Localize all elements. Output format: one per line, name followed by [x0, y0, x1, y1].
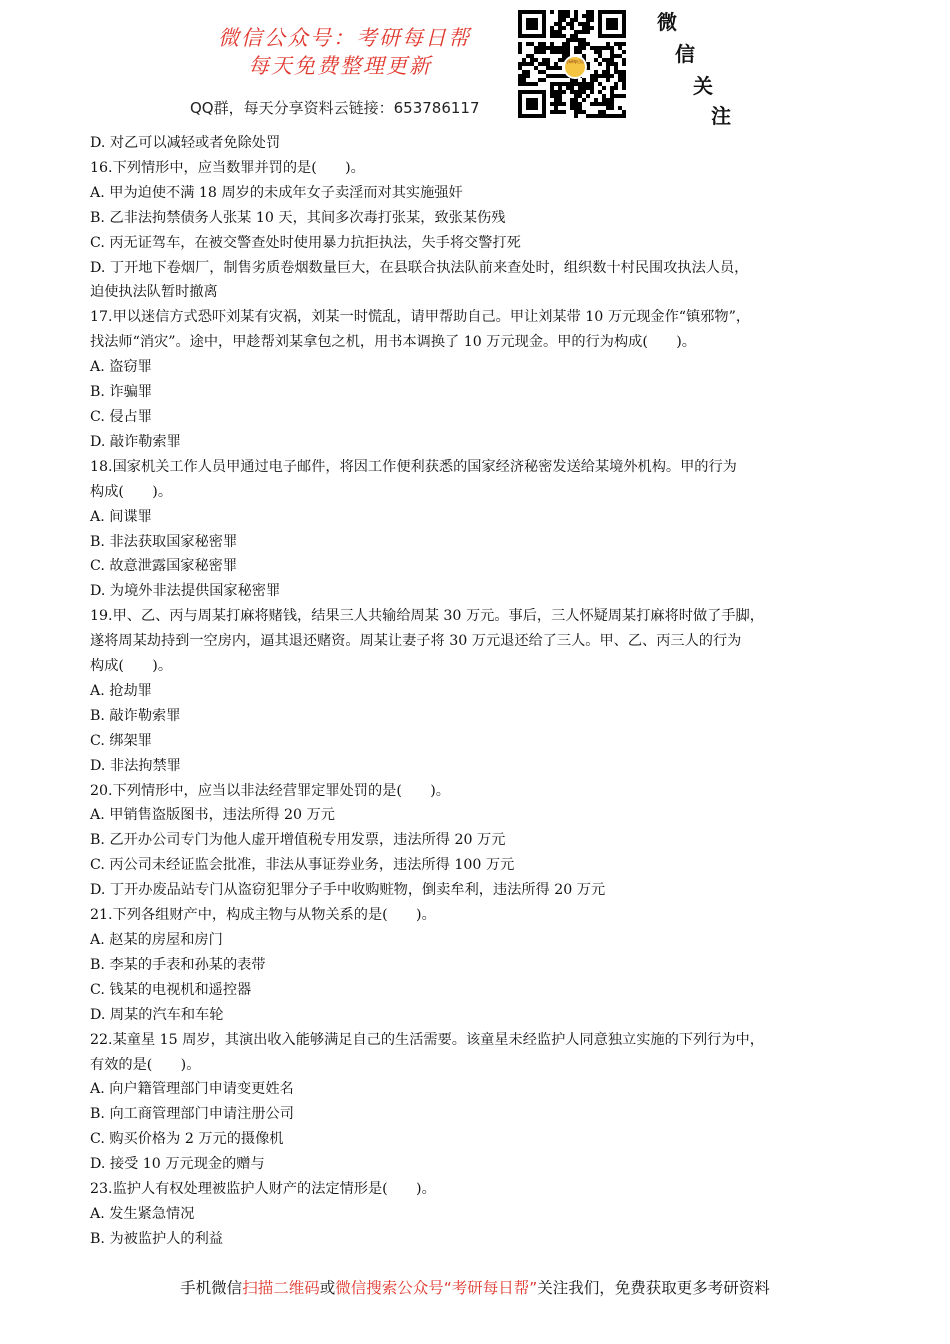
text-line: A. 甲为迫使不满 18 周岁的未成年女子卖淫而对其实施强奸	[90, 184, 463, 201]
text-line: 找法师“消灾”。途中，甲趁帮刘某拿包之机，用书本调换了 10 万元现金。甲的行为构成( )。	[90, 334, 696, 351]
text-line: 遂将周某劫持到一空房内，逼其退还赌资。周某让妻子将 30 万元退还给了三人。甲、乙、丙三人的行为	[90, 633, 742, 650]
text-line: 19.甲、乙、丙与周某打麻将赌钱，结果三人共输给周某 30 万元。事后，三人怀疑周某打麻将时做了手脚，	[90, 608, 764, 625]
text-line: 17.甲以迷信方式恐吓刘某有灾祸，刘某一时慌乱，请甲帮助自己。甲让刘某带 10 万元现金作“镇邪物”，	[90, 309, 751, 326]
vertical-char-1: 微	[657, 10, 677, 34]
vertical-char-2: 信	[675, 42, 695, 66]
text-line: B. 非法获取国家秘密罪	[90, 533, 238, 550]
text-line: A. 盗窃罪	[90, 359, 152, 376]
text-line: B. 向工商管理部门申请注册公司	[90, 1106, 294, 1123]
text-line: 有效的是( )。	[90, 1056, 201, 1073]
text-line: 构成( )。	[90, 658, 173, 675]
text-line: C. 钱某的电视机和遥控器	[90, 981, 252, 998]
text-line: 23.监护人有权处理被监护人财产的法定情形是( )。	[90, 1181, 436, 1198]
text-line: D. 敲诈勒索罪	[90, 433, 181, 450]
text-line: A. 甲销售盗版图书，违法所得 20 万元	[90, 807, 335, 824]
footer-highlight: “考研每日帮”	[443, 1279, 538, 1297]
text-line: 21.下列各组财产中，构成主物与从物关系的是( )。	[90, 907, 436, 924]
qr-logo: 考研每日帮	[563, 55, 587, 79]
vertical-char-4: 注	[711, 104, 731, 128]
text-line: D. 非法拘禁罪	[90, 757, 181, 774]
text-line: A. 间谍罪	[90, 508, 152, 525]
document-body	[90, 131, 865, 1252]
footer-highlight: 扫描二维码	[242, 1279, 320, 1297]
text-line: D. 丁开办废品站专门从盗窃犯罪分子手中收购赃物，倒卖牟利，违法所得 20 万元	[90, 882, 606, 899]
footer-text: 或	[319, 1279, 336, 1297]
text-line: 构成( )。	[90, 483, 173, 500]
text-line: D. 丁开地下卷烟厂，制售劣质卷烟数量巨大，在县联合执法队前来查处时，组织数十村民围攻执法人员，	[90, 259, 749, 276]
page-footer	[0, 1276, 950, 1298]
text-line: 18.国家机关工作人员甲通过电子邮件，将因工作便利获悉的国家经济秘密发送给某境外机构。甲的行为	[90, 458, 737, 475]
text-line: B. 李某的手表和孙某的表带	[90, 956, 266, 973]
brand-subtitle: 每天免费整理更新	[248, 54, 432, 78]
brand-title: 微信公众号：考研每日帮	[218, 26, 471, 50]
text-line: A. 向户籍管理部门申请变更姓名	[90, 1081, 294, 1098]
text-line: 20.下列情形中，应当以非法经营罪定罪处罚的是( )。	[90, 782, 450, 799]
text-line: B. 乙开办公司专门为他人虚开增值税专用发票，违法所得 20 万元	[90, 832, 506, 849]
qq-group-info: QQ群，每天分享资料云链接：653786117	[190, 99, 480, 117]
text-line: D. 接受 10 万元现金的赠与	[90, 1156, 265, 1173]
text-line: C. 购买价格为 2 万元的摄像机	[90, 1131, 284, 1148]
text-line: B. 乙非法拘禁债务人张某 10 天，其间多次毒打张某，致张某伤残	[90, 209, 506, 226]
text-line: D. 周某的汽车和车轮	[90, 1006, 224, 1023]
text-line: C. 丙公司未经证监会批准，非法从事证券业务，违法所得 100 万元	[90, 857, 515, 874]
footer-text: 关注我们，免费获取更多考研资料	[537, 1279, 770, 1297]
text-line: A. 发生紧急情况	[90, 1205, 195, 1222]
page-header	[0, 0, 950, 130]
text-line: B. 为被监护人的利益	[90, 1230, 223, 1247]
text-line: C. 故意泄露国家秘密罪	[90, 558, 238, 575]
footer-highlight: 微信搜索公众号	[335, 1279, 444, 1297]
footer-text: 手机微信	[180, 1279, 243, 1297]
text-line: B. 诈骗罪	[90, 384, 153, 401]
qr-code	[518, 10, 626, 118]
text-line: C. 绑架罪	[90, 732, 152, 749]
text-line: A. 赵某的房屋和房门	[90, 932, 223, 948]
text-line: D. 对乙可以减轻或者免除处罚	[90, 135, 281, 151]
text-line: B. 敲诈勒索罪	[90, 707, 181, 724]
text-line: D. 为境外非法提供国家秘密罪	[90, 583, 281, 600]
vertical-char-3: 关	[693, 74, 713, 98]
text-line: 16.下列情形中，应当数罪并罚的是( )。	[90, 159, 365, 176]
text-line: 迫使执法队暂时撤离	[90, 284, 218, 301]
text-line: C. 丙无证驾车，在被交警查处时使用暴力抗拒执法，失手将交警打死	[90, 234, 521, 251]
text-line: C. 侵占罪	[90, 408, 152, 425]
text-line: A. 抢劫罪	[90, 682, 152, 699]
text-line: 22.某童星 15 周岁，其演出收入能够满足自己的生活需要。该童星未经监护人同意独立实施的下列行为中，	[90, 1031, 764, 1048]
